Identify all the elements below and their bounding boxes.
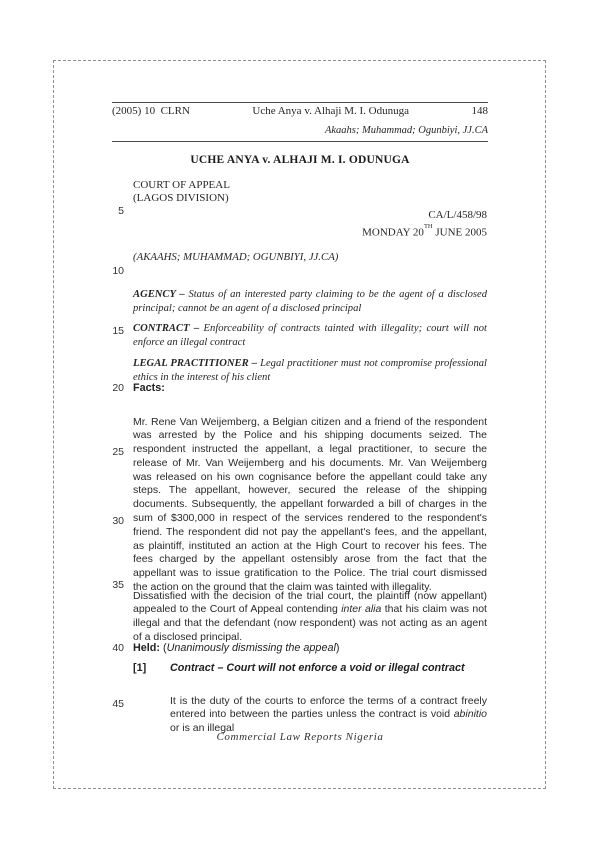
- header-judges: Akaahs; Muhammad; Ogunbiyi, JJ.CA: [324, 125, 488, 136]
- case-reference: [112, 209, 487, 240]
- line-number-35: 35: [112, 579, 124, 591]
- header-running-title: Uche Anya v. Alhaji M. I. Odunuga: [252, 105, 410, 117]
- header-rule-top: [112, 102, 488, 103]
- header-page-number: 148: [471, 105, 488, 117]
- catchword-agency: [133, 288, 487, 317]
- holding-1-body-post: or is an illegal: [170, 722, 235, 735]
- line-number-20: 20: [112, 382, 124, 394]
- catchword-legal-practitioner: [133, 357, 487, 386]
- hearing-date: [112, 223, 487, 240]
- holding-1-body-latin: abinitio: [453, 708, 487, 721]
- footer-imprint: Commercial Law Reports Nigeria: [216, 731, 384, 743]
- catchword-contract: [133, 322, 487, 351]
- court-block: [133, 179, 230, 205]
- facts-heading: Facts:: [133, 382, 165, 394]
- held-label: Held:: [133, 642, 160, 654]
- held-text: Unanimously dismissing the appeal: [166, 642, 336, 654]
- holding-1-row: [133, 662, 487, 674]
- catchword-legal-practitioner-label: LEGAL PRACTITIONER –: [133, 357, 258, 369]
- page-header: [112, 105, 488, 117]
- line-number-5: 5: [118, 205, 124, 217]
- catchword-agency-text: Status of an interested party claiming to be the agent of a disclosed principal; cannot be an agent of a disclosed principal: [133, 288, 487, 314]
- catchword-agency-label: AGENCY –: [133, 288, 185, 300]
- court-name: COURT OF APPEAL: [133, 179, 230, 191]
- case-number: CA/L/458/98: [428, 209, 487, 221]
- header-citation: (2005) 10 CLRN: [112, 105, 190, 117]
- line-number-40: 40: [112, 642, 124, 654]
- line-number-45: 45: [112, 698, 124, 710]
- held-open-paren: (: [163, 642, 167, 654]
- held-close-paren: ): [335, 642, 340, 654]
- court-division: (LAGOS DIVISION): [133, 192, 229, 204]
- holding-1-heading: Contract – Court will not enforce a void or illegal contract: [170, 662, 465, 674]
- facts-paragraph-2: [133, 590, 487, 645]
- hearing-date-rest: JUNE 2005: [432, 226, 487, 239]
- line-number-25: 25: [112, 446, 124, 458]
- holding-1-number: [1]: [133, 662, 147, 674]
- line-number-30: 30: [112, 515, 124, 527]
- hearing-date-ordinal: TH: [423, 222, 433, 230]
- line-number-15: 15: [112, 325, 124, 337]
- coram: (AKAAHS; MUHAMMAD; OGUNBIYI, JJ.CA): [133, 251, 339, 263]
- facts-paragraph-2-pre: Dissatisfied with the decision of the trial court, the plaintiff (now appellant) appealed to the Court of Appeal contending: [133, 589, 487, 616]
- holding-1-body: [170, 695, 487, 736]
- catchword-contract-text: Enforceability of contracts tainted with illegality; court will not enforce an illegal contract: [133, 322, 488, 348]
- line-number-10: 10: [112, 265, 124, 277]
- hearing-date-day: MONDAY 20: [362, 226, 424, 239]
- case-title: UCHE ANYA v. ALHAJI M. I. ODUNUGA: [190, 154, 410, 166]
- catchword-legal-practitioner-text: Legal practitioner must not compromise professional ethics in the interest of his client: [133, 357, 487, 383]
- holding-1-body-pre: It is the duty of the courts to enforce the terms of a contract freely entered into between the parties unless the contract is void: [170, 694, 487, 721]
- facts-paragraph-1: Mr. Rene Van Weijemberg, a Belgian citizen and a friend of the respondent was arrested by the Police and his shipping documents seized. The respondent instructed the appellant, a legal practitioner, to secure the release of Mr. Van Weijemberg and his documents. Mr. Van Weijemberg was released on his own cognisance before the appellant could take any steps. The appellant, however, secured the release of the shipping documents. Subsequently, the appellant forwarded a bill of charges in the sum of $300,000 in respect of the services rendered to the respondent's friend. The respondent did not pay the appellant's fees, and the appellant, as plaintiff, instituted an action at the High Court to recover his fees. The fees charged by the appellant ostensibly arose from the fact that the appellant was to issue gratification to the Police. The trial court dismissed the action on the ground that the claim was tainted with illegality.: [133, 415, 487, 594]
- catchword-contract-label: CONTRACT –: [133, 322, 200, 334]
- header-rule-bottom: [112, 141, 488, 142]
- held-line: [133, 642, 339, 654]
- facts-paragraph-2-latin: inter alia: [341, 603, 382, 616]
- facts-paragraph-2-post: that his claim was not illegal and that the defendant (now respondent) was not acting as an agent of a disclosed principal.: [133, 603, 487, 643]
